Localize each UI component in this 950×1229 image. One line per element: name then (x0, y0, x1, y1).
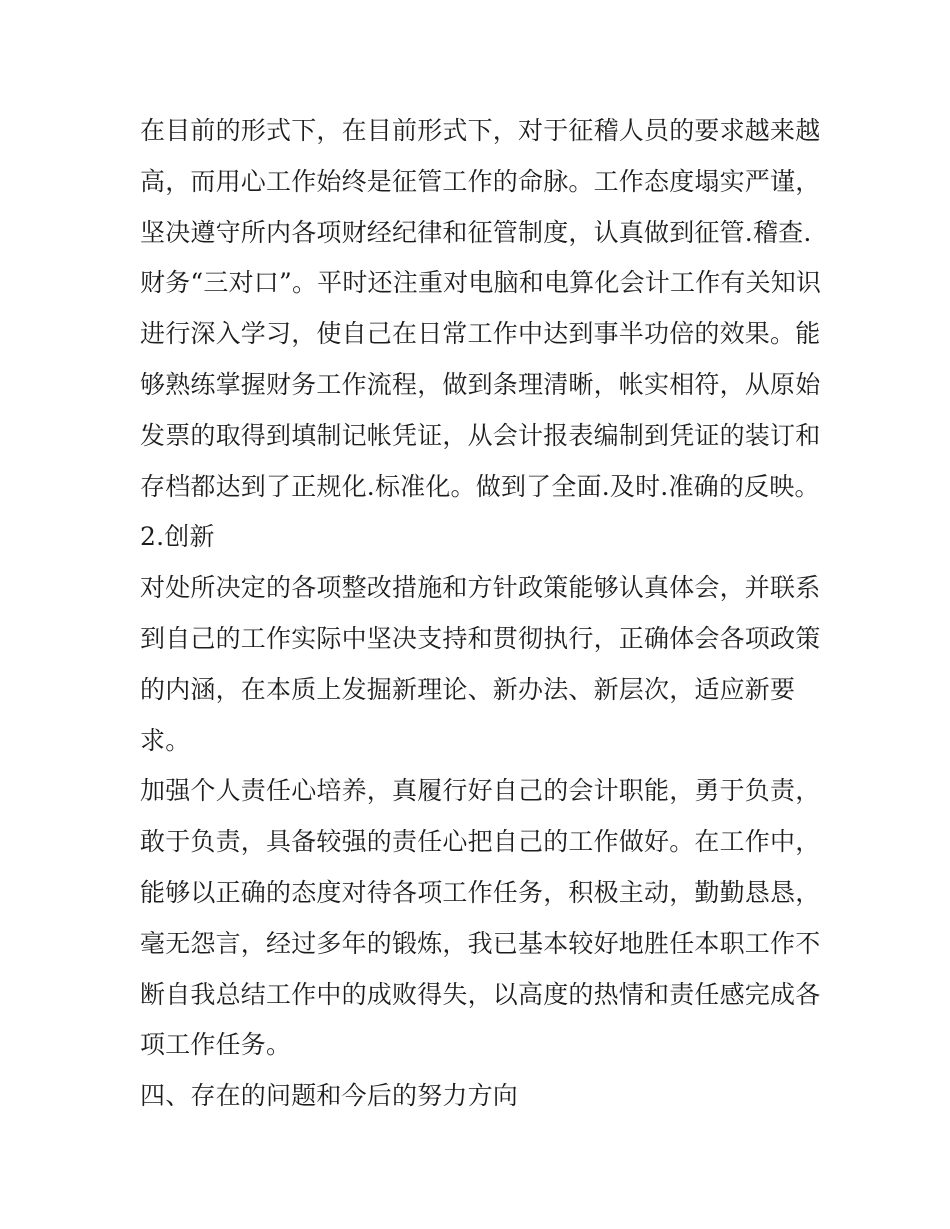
paragraph-1-line-6: 够熟练掌握财务工作流程，做到条理清晰，帐实相符，从原始 (140, 369, 821, 399)
paragraph-1-line-4: 财务“三对口”。平时还注重对电脑和电算化会计工作有关知识 (140, 268, 822, 298)
paragraph-2-line-2: 到自己的工作实际中坚决支持和贯彻执行，正确体会各项政策 (140, 623, 821, 653)
paragraph-1-line-8: 存档都达到了正规化.标准化。做到了全面.及时.准确的反映。 (140, 471, 820, 501)
paragraph-2-line-4: 求。 (140, 725, 191, 755)
section-heading-problems-and-direction: 四、存在的问题和今后的努力方向 (140, 1081, 519, 1111)
paragraph-3-line-2: 敢于负责，具备较强的责任心把自己的工作做好。在工作中， (140, 827, 821, 857)
paragraph-1-line-3: 坚决遵守所内各项财经纪律和征管制度，认真做到征管.稽查. (140, 217, 812, 247)
paragraph-3-line-4: 毫无怨言，经过多年的锻炼，我已基本较好地胜任本职工作不 (140, 928, 821, 958)
paragraph-1-line-7: 发票的取得到填制记帐凭证，从会计报表编制到凭证的装订和 (140, 420, 821, 450)
paragraph-3-line-1: 加强个人责任心培养，真履行好自己的会计职能，勇于负责， (140, 776, 821, 806)
section-heading-innovation: 2.创新 (140, 522, 215, 552)
paragraph-2-line-3: 的内涵，在本质上发掘新理论、新办法、新层次，适应新要 (140, 674, 796, 704)
document-body (140, 106, 822, 1122)
paragraph-1-line-5: 进行深入学习，使自己在日常工作中达到事半功倍的效果。能 (140, 319, 821, 349)
paragraph-3-line-3: 能够以正确的态度对待各项工作任务，积极主动，勤勤恳恳， (140, 877, 821, 907)
paragraph-1-line-2: 高，而用心工作始终是征管工作的命脉。工作态度塌实严谨， (140, 166, 821, 196)
paragraph-3-line-6: 项工作任务。 (140, 1030, 292, 1060)
paragraph-3-line-5: 断自我总结工作中的成败得失，以高度的热情和责任感完成各 (140, 979, 821, 1009)
paragraph-2-line-1: 对处所决定的各项整改措施和方针政策能够认真体会，并联系 (140, 573, 821, 603)
paragraph-1-line-1: 在目前的形式下，在目前形式下，对于征稽人员的要求越来越 (140, 116, 821, 145)
